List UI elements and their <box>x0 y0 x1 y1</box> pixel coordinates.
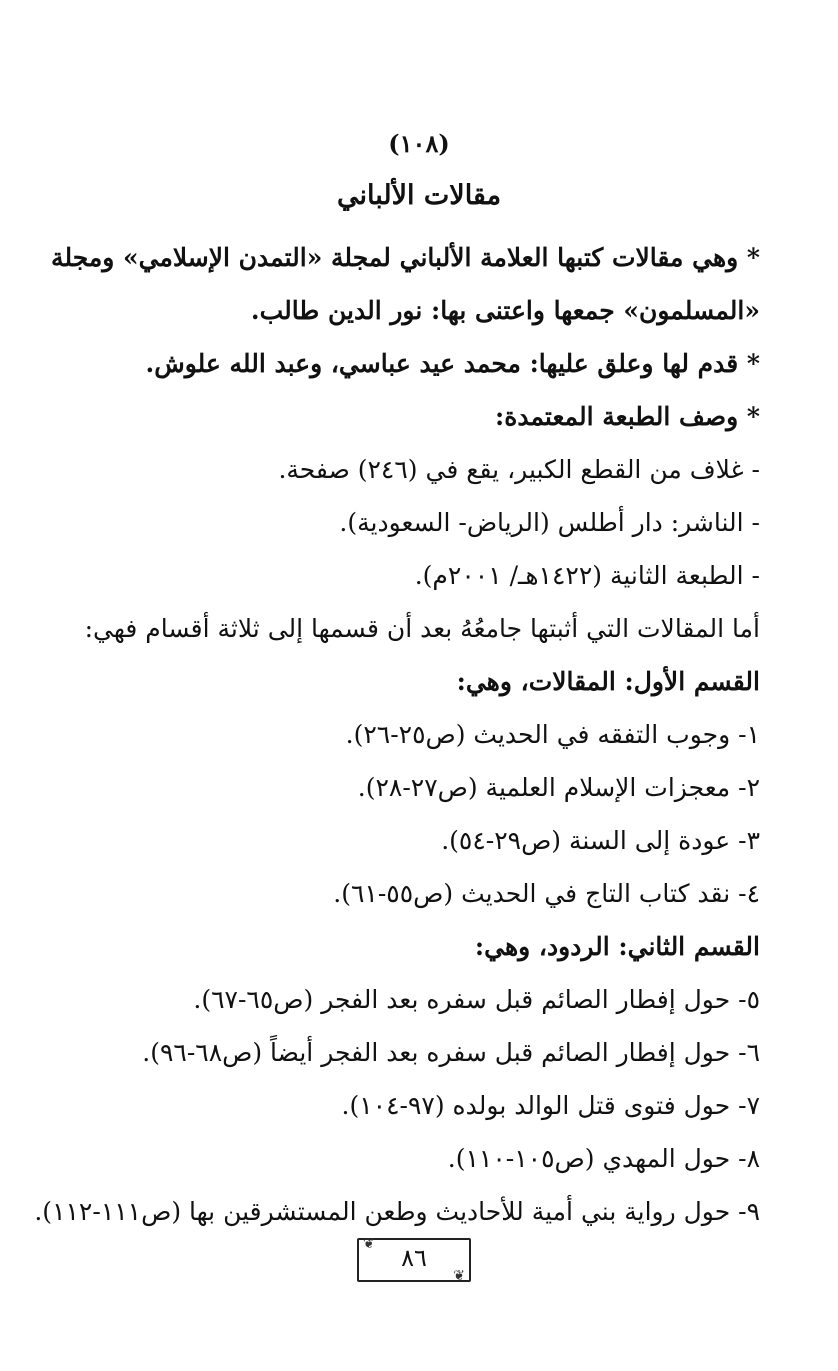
list-item: ٣- عودة إلى السنة (ص٢٩-٥٤). <box>441 826 760 855</box>
edition-description-heading: * وصف الطبعة المعتمدة: <box>495 402 760 431</box>
section-2-heading: القسم الثاني: الردود، وهي: <box>474 932 760 961</box>
list-item: ٩- حول رواية بني أمية للأحاديث وطعن المستشرقين بها (ص١١١-١١٢). <box>34 1197 760 1226</box>
list-item: ٥- حول إفطار الصائم قبل سفره بعد الفجر (ص٦٥-٦٧). <box>193 985 760 1014</box>
section-1-heading: القسم الأول: المقالات، وهي: <box>456 667 760 696</box>
page-title: مقالات الألباني <box>336 180 502 211</box>
edition-line: - الطبعة الثانية (١٤٢٢هـ/ ٢٠٠١م). <box>414 561 760 590</box>
binding-line: - غلاف من القطع الكبير، يقع في (٢٤٦) صفحة. <box>278 455 760 484</box>
ornament-icon: ❦ <box>453 1268 465 1284</box>
list-item: ٢- معجزات الإسلام العلمية (ص٢٧-٢٨). <box>357 773 760 802</box>
sections-intro: أما المقالات التي أثبتها جامعُهُ بعد أن قسمها إلى ثلاثة أقسام فهي: <box>84 614 760 643</box>
page-number-frame <box>357 1238 471 1282</box>
ornament-icon: ❦ <box>363 1236 375 1252</box>
entry-number: (١٠٨) <box>388 129 450 158</box>
list-item: ٦- حول إفطار الصائم قبل سفره بعد الفجر أيضاً (ص٦٨-٩٦). <box>142 1038 760 1067</box>
list-item: ١- وجوب التفقه في الحديث (ص٢٥-٢٦). <box>345 720 760 749</box>
list-item: ٨- حول المهدي (ص١٠٥-١١٠). <box>447 1144 760 1173</box>
page-number: ٨٦ <box>401 1244 427 1272</box>
list-item: ٧- حول فتوى قتل الوالد بولده (٩٧-١٠٤). <box>341 1091 760 1120</box>
editors-line: * قدم لها وعلق عليها: محمد عيد عباسي، وعبد الله علوش. <box>145 349 760 378</box>
list-item: ٤- نقد كتاب التاج في الحديث (ص٥٥-٦١). <box>333 879 760 908</box>
intro-line-1: * وهي مقالات كتبها العلامة الألباني لمجلة «التمدن الإسلامي» ومجلة <box>51 243 760 272</box>
intro-line-2: «المسلمون» جمعها واعتنى بها: نور الدين طالب. <box>250 296 760 325</box>
publisher-line: - الناشر: دار أطلس (الرياض- السعودية). <box>339 508 760 537</box>
